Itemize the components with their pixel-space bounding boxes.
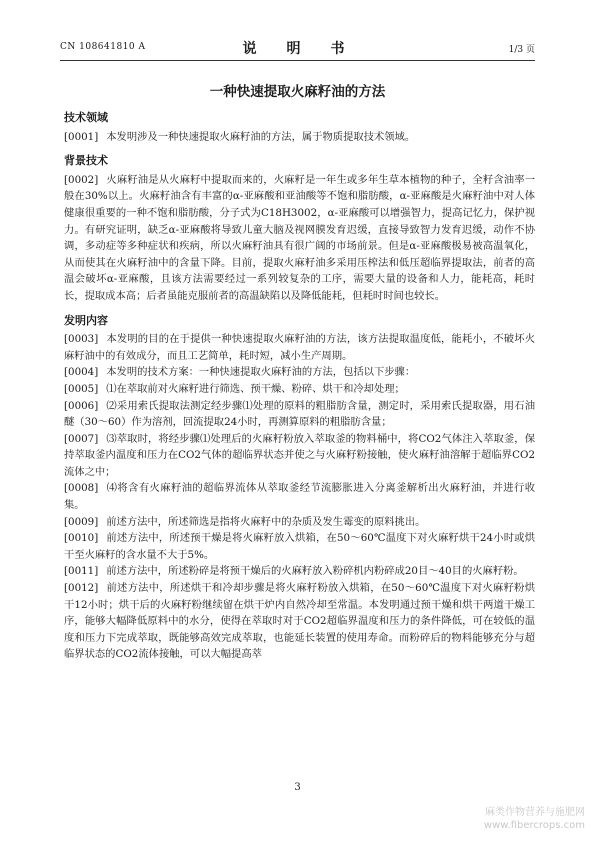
section-heading: 背景技术: [64, 154, 108, 168]
paragraph-number: [0010]: [64, 532, 99, 545]
paragraph: [64, 331, 535, 364]
paragraph-text: 前述方法中，所述烘干和冷却步骤是将火麻籽粉放入烘箱，在50～60℃温度下对火麻籽粉烘干12小时；烘干后的火麻籽粉继续留在烘干炉内自然冷却至常温。本发明通过预干燥和烘干两道干燥工序，能够大幅降低原料中的水分，使得在萃取时对于CO2超临界温度和压力的条件降低，可在较低的温度和压力下完成萃取，既能够高效完成萃取，也能延长装置的使用寿命。而粉碎后的物料能够充分与超临界状态的CO2流体接触，可以大幅提高萃: [64, 582, 535, 661]
paragraph-text: ⑷将含有火麻籽油的超临界流体从萃取釜经节流膨胀进入分离釜解析出火麻籽油，并进行收集。: [64, 482, 535, 512]
section-summary: [64, 313, 535, 663]
paragraph-number: [0009]: [64, 515, 99, 528]
watermark-line: www.fibercrops.com: [483, 820, 585, 831]
section-heading: 技术领域: [64, 111, 108, 124]
paragraph-text: ⑴在萃取前对火麻籽进行筛选、预干燥、粉碎、烘干和冷却处理；: [106, 382, 405, 395]
paragraph: [64, 514, 535, 531]
paragraph-number: [0002]: [64, 173, 99, 186]
paragraph-number: [0012]: [64, 582, 99, 595]
paragraph-text: 本发明的目的在于提供一种快速提取火麻籽油的方法，该方法提取温度低，能耗小，不破坏火麻籽油中的有效成分，而且工艺简单，耗时短，减小生产周期。: [64, 333, 535, 362]
page-header: [60, 38, 535, 60]
paragraph-text: 火麻籽油是从火麻籽中提取而来的，火麻籽是一年生或多年生草本植物的种子，全籽含油率一般在30%以上。火麻籽油含有丰富的α-亚麻酸和亚油酸等不饱和脂肪酸，α-亚麻酸是火麻籽油中对人体健康很重要的一种不饱和脂肪酸，分子式为C18H3002，α-亚麻酸可以增强智力，提高记忆力，保护视力。有研究证明，缺乏α-亚麻酸将导致儿童大脑及视网膜发育迟缓，直接导致智力发育迟缓，动作不协调，多动症等多种症状和疾病，所以火麻籽油具有很广阔的市场前景。但是α-亚麻酸极易被高温氧化，从而使其在火麻籽油中的含量下降。目前，提取火麻籽油多采用压榨法和低压超临界提取法，前者的高温会破坏α-亚麻酸，且该方法需要经过一系列较复杂的工序，需要大量的设备和人力，能耗高，耗时长，提取成本高；后者虽能克服前者的高温缺陷以及降低能耗，但耗时时间也较长。: [64, 173, 535, 302]
paragraph: [64, 530, 535, 563]
watermark: [484, 806, 585, 832]
paragraph: [64, 480, 535, 513]
section-heading: 发明内容: [64, 313, 108, 327]
paragraph-number: [0001]: [64, 130, 99, 143]
paragraph-text: 前述方法中，所述粉碎是将预干燥后的火麻籽放入粉碎机内粉碎成20目～40目的火麻籽粉。: [106, 565, 524, 578]
paragraph-number: [0003]: [64, 333, 99, 346]
paragraph-number: [0011]: [64, 565, 99, 578]
header-rule: [60, 60, 535, 61]
paragraph-text: 本发明的技术方案：一种快速提取火麻籽油的方法，包括以下步骤：: [106, 366, 416, 379]
paragraph-text: 前述方法中，所述筛选是指将火麻籽中的杂质及发生霉变的原料挑出。: [106, 515, 426, 528]
paragraph-number: [0005]: [64, 382, 99, 395]
header-title: 说 明 书: [242, 41, 353, 57]
watermark-line: 麻类作物营养与施肥网: [485, 807, 585, 818]
paragraph-text: 前述方法中，所述预干燥是将火麻籽放入烘箱，在50～60℃温度下对火麻籽烘干24小时或烘干至火麻籽的含水量不大于5%。: [64, 532, 535, 561]
paragraph-number: [0007]: [64, 432, 99, 445]
paragraph-number: [0006]: [64, 399, 99, 412]
section-technical-field: [64, 110, 535, 145]
document-body: [64, 110, 535, 663]
paragraph-text: 本发明涉及一种快速提取火麻籽油的方法，属于物质提取技术领域。: [106, 130, 416, 143]
page-indicator: 1/3 页: [508, 45, 535, 55]
paragraph-text: ⑶萃取时，将经步骤⑴处理后的火麻籽粉放入萃取釜的物料桶中，将CO2气体注入萃取釜，保持萃取釜内温度和压力在CO2气体的超临界状态并使之与火麻籽粉接触，使火麻籽油溶解于超临界CO2流体之中；: [64, 432, 535, 478]
paragraph: [64, 398, 535, 431]
paragraph-number: [0004]: [64, 366, 99, 379]
page-number: 3: [294, 782, 301, 793]
paragraph: [64, 580, 535, 663]
paragraph: [64, 364, 535, 381]
paragraph-number: [0008]: [64, 482, 99, 495]
paragraph: [64, 381, 535, 398]
paragraph-text: ⑵采用索氏提取法测定经步骤⑴处理的原料的粗脂肪含量，测定时，采用索氏提取器，用石油醚（30～60）作为溶剂，回流提取24小时，再测算原料的粗脂肪含量；: [64, 399, 535, 429]
paragraph: [64, 129, 535, 146]
publication-number: CN 108641810 A: [60, 42, 146, 52]
paragraph: [64, 172, 535, 305]
section-background: [64, 153, 535, 304]
document-title: 一种快速提取火麻籽油的方法: [209, 84, 386, 100]
paragraph: [64, 431, 535, 481]
paragraph: [64, 563, 535, 580]
